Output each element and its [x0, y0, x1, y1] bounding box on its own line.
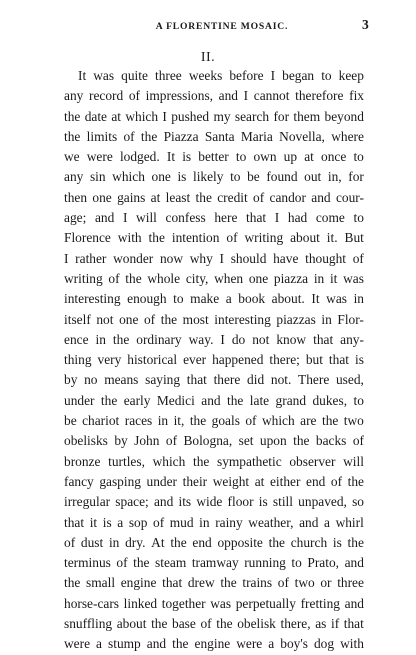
text-line: interesting enough to make a book about. It was in — [64, 291, 364, 307]
chapter-heading: II. — [200, 50, 216, 65]
text-line: we were lodged. It is better to own up at once to — [64, 149, 364, 165]
text-line: the date at which I pushed my search for them beyond — [64, 108, 364, 124]
text-line: bronze turtles, which the sympathetic observer will — [64, 453, 364, 469]
text-line: of dust in dry. At the end opposite the church is the — [64, 534, 364, 550]
text-line: thing very historical ever happened there; but that is — [64, 352, 364, 368]
text-line: were a stump and the engine were a boy's dog with — [64, 636, 364, 652]
text-line: obelisks by John of Bologna, set upon the backs of — [64, 433, 364, 449]
text-line: age; and I will confess here that I had come to — [64, 210, 364, 226]
text-line: by no means saying that there did not. There used, — [64, 372, 364, 388]
text-line: then one gains at least the credit of candor and cour- — [64, 189, 364, 205]
text-line: that it is a sop of mud in rainy weather, and a whirl — [64, 514, 364, 530]
text-line: horse-cars linked together was perpetually fretting and — [64, 595, 364, 611]
running-head: A FLORENTINE MOSAIC. — [155, 21, 289, 32]
text-line: fancy gasping under their weight at either end of the — [64, 473, 364, 489]
text-line: I rather wonder now why I should have thought of — [64, 250, 364, 266]
text-line: snuffling about the base of the obelisk there, as if that — [64, 616, 364, 632]
body-text — [64, 66, 364, 655]
text-line: any record of impressions, and I cannot therefore fix — [64, 88, 364, 104]
text-line: It was quite three weeks before I began to keep — [78, 68, 364, 83]
text-line: irregular space; and its wide floor is still unpaved, so — [64, 494, 364, 510]
text-line: writing of the whole city, when one piazza in it was — [64, 270, 364, 286]
page-number: 3 — [362, 17, 369, 32]
text-line: Florence with the intention of writing about it. But — [64, 230, 364, 246]
text-line: the limits of the Piazza Santa Maria Novella, where — [64, 128, 364, 144]
text-line: any sin which one is likely to be found out in, for — [64, 169, 364, 185]
text-line: the small engine that drew the trains of two or three — [64, 575, 364, 591]
text-line: under the early Medici and the late grand dukes, to — [64, 392, 364, 408]
text-line: be chariot races in it, the goals of which are the two — [64, 413, 364, 429]
text-line: itself not one of the most interesting piazzas in Flor- — [64, 311, 364, 327]
text-line: ence in the ordinary way. I do not know that any- — [64, 331, 364, 347]
text-line: terminus of the steam tramway running to Prato, and — [64, 555, 364, 571]
